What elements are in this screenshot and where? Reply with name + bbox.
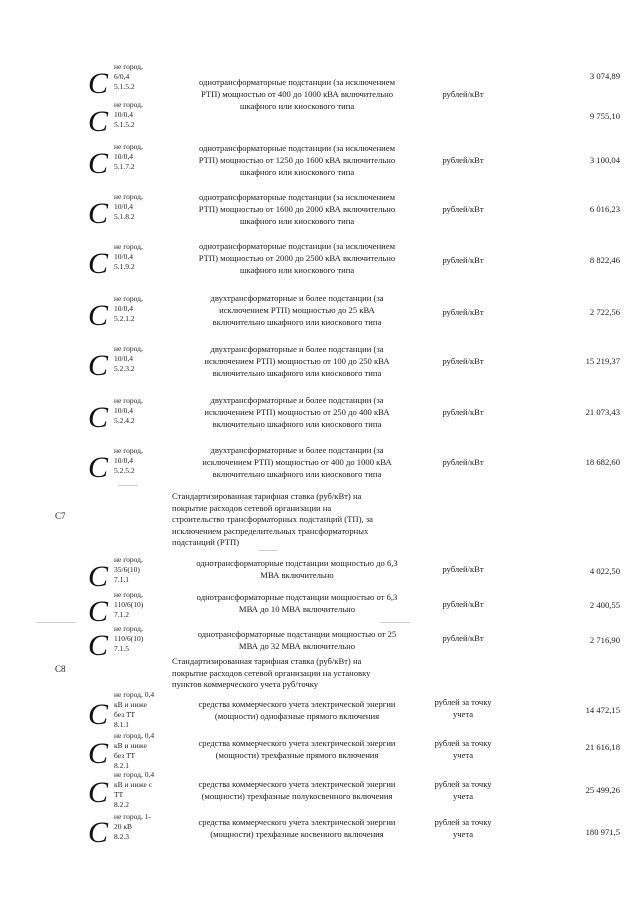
code-line: не город, 0,4 <box>114 770 155 779</box>
tariff-value: 180 971,5 <box>585 827 620 837</box>
unit-line: рублей за точку <box>434 779 492 789</box>
code-line: 5.2.4.2 <box>114 416 135 425</box>
code-line: 10/0,4 <box>114 152 133 161</box>
row-description <box>168 816 426 840</box>
code-line: 7.1.2 <box>114 610 129 619</box>
scan-mark <box>380 622 410 623</box>
code-line: 5.2.1.2 <box>114 314 135 323</box>
row-description <box>168 737 426 761</box>
row-description <box>168 292 426 328</box>
code-line: без ТТ <box>114 710 136 719</box>
description-line: однотрансформаторные подстанции мощностью от 6,3 <box>196 592 398 602</box>
tariff-value: 9 755,10 <box>589 111 620 121</box>
unit-label: рублей/кВт <box>442 633 484 643</box>
code-line: 10/0,4 <box>114 354 133 363</box>
unit-label <box>418 816 508 840</box>
code-line: не город, <box>114 62 143 71</box>
description-line: однотрансформаторные подстанции (за исключением <box>198 77 396 87</box>
code-prefix: C <box>88 816 109 849</box>
code-line: не город, <box>114 242 143 251</box>
code-line: кВ и ниже с <box>114 780 153 789</box>
unit-label <box>418 696 508 720</box>
code-line: 6/0,4 <box>114 72 130 81</box>
row-description <box>168 142 426 178</box>
unit-label: рублей/кВт <box>442 457 484 467</box>
section-code: C8 <box>55 664 66 674</box>
description-line: (мощности) однофазные прямого включения <box>214 711 380 721</box>
description-line: шкафного или киоскового типа <box>239 216 355 226</box>
code-line: 10/0,4 <box>114 406 133 415</box>
scan-mark <box>118 485 138 486</box>
section-heading <box>172 656 412 691</box>
code-line: 7.1.1 <box>114 575 129 584</box>
description-line: МВА до 32 МВА включительно <box>238 641 356 651</box>
unit-label: рублей/кВт <box>442 356 484 366</box>
description-line: средства коммерческого учета электрической энергии <box>198 817 396 827</box>
section-code: C7 <box>55 511 66 521</box>
row-description <box>168 394 426 430</box>
description-line: однотрансформаторные подстанции (за исключением <box>198 192 396 202</box>
unit-line: рублей за точку <box>434 738 492 748</box>
section-heading-line: строительство трансформаторных подстанций (ТП), за <box>172 514 373 524</box>
description-line: (мощности) трехфазные прямого включения <box>215 750 379 760</box>
description-line: (мощности) трехфазные полукосвенного включения <box>201 791 393 801</box>
code-line: не город, <box>114 624 143 633</box>
unit-line: рублей за точку <box>434 697 492 707</box>
section-heading-line: исключением распределительных трансформаторных <box>172 525 369 536</box>
section-heading-line: пунктов коммерческого учета руб/точку <box>172 679 319 689</box>
unit-label: рублей/кВт <box>442 204 484 214</box>
description-line: средства коммерческого учета электрической энергии <box>198 779 396 789</box>
description-line: МВА до 10 МВА включительно <box>238 604 356 614</box>
tariff-value: 2 400,55 <box>589 600 620 610</box>
unit-line: учета <box>452 791 474 801</box>
description-line: исключением РТП) мощностью от 400 до 1000 кВА <box>202 457 392 467</box>
row-description <box>168 557 426 581</box>
description-line: двухтрансформаторные и более подстанции (за <box>210 344 384 354</box>
code-line: не город, <box>114 142 143 151</box>
description-line: двухтрансформаторные и более подстанции (за <box>210 395 384 405</box>
unit-label <box>418 737 508 761</box>
code-prefix: C <box>88 776 109 809</box>
code-line: не город, <box>114 294 143 303</box>
code-prefix: C <box>88 451 109 484</box>
tariff-value: 21 616,18 <box>585 742 620 752</box>
code-line: 10/0,4 <box>114 202 133 211</box>
scan-mark <box>258 550 278 551</box>
description-line: шкафного или киоскового типа <box>239 167 355 177</box>
tariff-value: 3 074,89 <box>589 71 620 81</box>
row-description <box>168 191 426 227</box>
section-heading-line: подстанций (РТП) <box>172 537 240 547</box>
code-line: 8.1.1 <box>114 720 129 729</box>
scan-mark <box>36 622 76 623</box>
code-line: не город, 1- <box>114 812 151 821</box>
code-line: не город, <box>114 100 143 109</box>
code-line: 5.1.5.2 <box>114 82 135 91</box>
description-line: средства коммерческого учета электрической энергии <box>198 738 396 748</box>
row-description <box>168 628 426 652</box>
description-line: однотрансформаторные подстанции мощностью до 6,3 <box>196 558 398 568</box>
code-line: 10/0,4 <box>114 252 133 261</box>
description-line: двухтрансформаторные и более подстанции (за <box>210 445 384 455</box>
tariff-value: 25 499,26 <box>585 785 620 795</box>
code-line: 5.2.3.2 <box>114 364 135 373</box>
description-line: (мощности) трехфазные косвенного включения <box>210 829 384 839</box>
unit-line: рублей за точку <box>434 817 492 827</box>
code-line: 5.1.9.2 <box>114 262 135 271</box>
code-line: 10/0,4 <box>114 456 133 465</box>
code-prefix: C <box>88 698 109 731</box>
code-line: 110/6(10) <box>114 634 144 643</box>
row-description <box>168 76 426 112</box>
description-line: средства коммерческого учета электрической энергии <box>198 699 396 709</box>
description-line: включительно шкафного или киоскового типа <box>212 317 382 327</box>
code-line: кВ и ниже <box>114 700 147 709</box>
code-line: не город, <box>114 396 143 405</box>
code-line: 10/0,4 <box>114 110 133 119</box>
code-prefix: C <box>88 737 109 770</box>
tariff-value: 18 682,60 <box>585 457 620 467</box>
code-prefix: C <box>88 197 109 230</box>
code-prefix: C <box>88 595 109 628</box>
row-description <box>168 343 426 379</box>
unit-label: рублей/кВт <box>442 89 484 99</box>
description-line: однотрансформаторные подстанции мощностью от 25 <box>197 629 397 639</box>
code-line: 8.2.2 <box>114 800 129 809</box>
code-line: 8.2.1 <box>114 761 129 770</box>
code-prefix: C <box>88 299 109 332</box>
row-description <box>168 778 426 802</box>
code-prefix: C <box>88 560 109 593</box>
code-line: 110/6(10) <box>114 600 144 609</box>
section-heading-line: Стандартизированная тарифная ставка (руб/кВт) на <box>172 491 362 501</box>
tariff-value: 8 822,46 <box>589 255 620 265</box>
code-line: 5.1.5.2 <box>114 120 135 129</box>
section-heading-line: покрытие расходов сетевой организации на <box>172 502 332 513</box>
code-prefix: C <box>88 401 109 434</box>
code-prefix: C <box>88 67 109 100</box>
description-line: исключением РТП) мощностью от 100 до 250 кВА <box>204 356 390 366</box>
description-line: включительно шкафного или киоскового типа <box>212 469 382 479</box>
code-line: без ТТ <box>114 751 136 760</box>
description-line: шкафного или киоскового типа <box>239 101 355 111</box>
tariff-value: 6 016,23 <box>589 204 620 214</box>
unit-line: учета <box>452 709 474 719</box>
section-heading-line: покрытие расходов сетевой организации на установку <box>172 667 371 678</box>
description-line: шкафного или киоскового типа <box>239 265 355 275</box>
code-prefix: C <box>88 629 109 662</box>
code-line: 20 кВ <box>114 822 133 831</box>
description-line: двухтрансформаторные и более подстанции (за <box>210 293 384 303</box>
description-line: РТП) мощностью от 400 до 1000 кВА включительно <box>200 89 394 99</box>
code-line: не город, <box>114 344 143 353</box>
tariff-value: 2 716,90 <box>589 635 620 645</box>
tariff-value: 4 022,50 <box>589 566 620 576</box>
tariff-value: 3 100,04 <box>589 155 620 165</box>
unit-label: рублей/кВт <box>442 155 484 165</box>
row-description <box>168 240 426 276</box>
unit-line: учета <box>452 750 474 760</box>
description-line: исключением РТП) мощностью от 250 до 400 кВА <box>204 407 390 417</box>
unit-label: рублей/кВт <box>442 255 484 265</box>
code-line: не город, <box>114 446 143 455</box>
description-line: однотрансформаторные подстанции (за исключением <box>198 241 396 251</box>
description-line: включительно шкафного или киоскового типа <box>212 368 382 378</box>
code-line: 10/0,4 <box>114 304 133 313</box>
code-line: 8.2.3 <box>114 832 129 841</box>
description-line: РТП) мощностью от 2000 до 2500 кВА включительно <box>198 253 396 263</box>
description-line: включительно шкафного или киоскового типа <box>212 419 382 429</box>
code-line: не город, <box>114 590 143 599</box>
code-line: не город, <box>114 555 143 564</box>
code-prefix: C <box>88 247 109 280</box>
code-line: кВ и ниже <box>114 741 147 750</box>
unit-line: учета <box>452 829 474 839</box>
unit-label: рублей/кВт <box>442 564 484 574</box>
row-description <box>168 591 426 615</box>
code-line: 5.1.8.2 <box>114 212 135 221</box>
description-line: исключением РТП) мощностью до 25 кВА <box>219 305 375 315</box>
tariff-value: 14 472,15 <box>585 705 620 715</box>
code-line: не город, 0,4 <box>114 690 155 699</box>
tariff-value: 2 722,56 <box>589 307 620 317</box>
code-prefix: C <box>88 147 109 180</box>
unit-label <box>418 778 508 802</box>
code-line: 35/6(10) <box>114 565 140 574</box>
description-line: РТП) мощностью от 1600 до 2000 кВА включительно <box>198 204 396 214</box>
code-prefix: C <box>88 105 109 138</box>
section-heading <box>172 491 412 549</box>
row-description <box>168 698 426 722</box>
code-line: 5.2.5.2 <box>114 466 135 475</box>
description-line: однотрансформаторные подстанции (за исключением <box>198 143 396 153</box>
description-line: РТП) мощностью от 1250 до 1600 кВА включительно <box>198 155 396 165</box>
code-line: 7.1.5 <box>114 644 129 653</box>
tariff-value: 21 073,43 <box>585 407 620 417</box>
unit-label: рублей/кВт <box>442 599 484 609</box>
row-description <box>168 444 426 480</box>
section-heading-line: Стандартизированная тарифная ставка (руб/кВт) на <box>172 656 362 666</box>
unit-label: рублей/кВт <box>442 307 484 317</box>
description-line: МВА включительно <box>260 570 334 580</box>
code-line: 5.1.7.2 <box>114 162 135 171</box>
code-line: ТТ <box>114 790 124 799</box>
code-prefix: C <box>88 349 109 382</box>
code-line: не город, <box>114 192 143 201</box>
unit-label: рублей/кВт <box>442 407 484 417</box>
code-line: не город, 0,4 <box>114 731 155 740</box>
tariff-value: 15 219,37 <box>585 356 620 366</box>
